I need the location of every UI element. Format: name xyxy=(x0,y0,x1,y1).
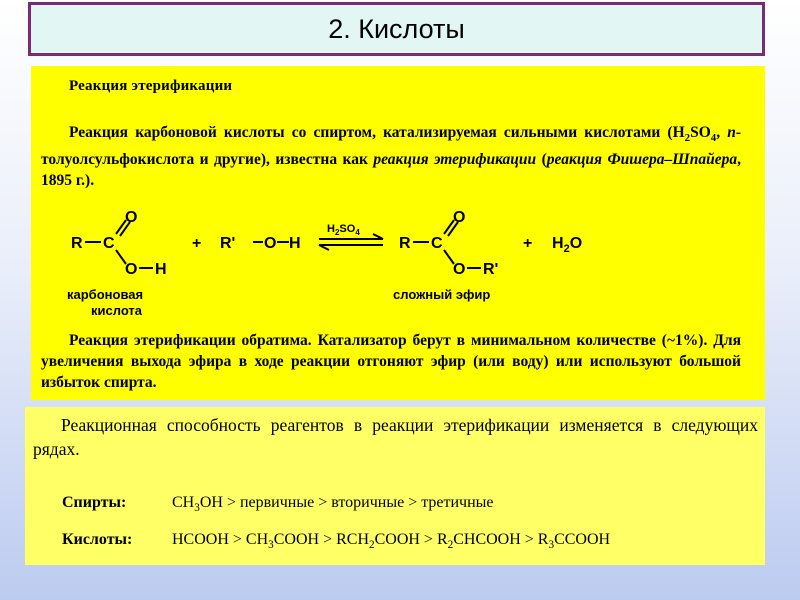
catalyst-label: $H_2SO_4$ xyxy=(327,223,360,237)
acid-oh-o: O xyxy=(125,261,138,278)
acid-label-1: карбоновая xyxy=(67,287,144,302)
italic-run: реакция Фишера–Шпайера xyxy=(546,151,738,169)
subscript: 4 xyxy=(710,132,717,145)
acid-label-2: кислота xyxy=(91,303,143,316)
ester-r: R xyxy=(399,235,411,252)
text-run: SO xyxy=(690,124,711,141)
slide-title-box xyxy=(28,2,765,56)
italic-run: реакция этерификации xyxy=(373,151,537,169)
alcohols-label: Спирты: xyxy=(62,494,127,511)
ester-r2: R' xyxy=(483,261,499,278)
italic-run: n xyxy=(727,124,736,141)
text-run: ( xyxy=(536,151,547,169)
alcohol-r: R' xyxy=(220,235,236,252)
acid-h: H xyxy=(155,261,167,278)
alcohols-series: $CH_3OH$ > первичные > вторичные > третичные xyxy=(172,494,494,515)
alcohol-o: O xyxy=(264,235,277,252)
ester-label: сложный эфир xyxy=(393,287,491,302)
plus-sign: + xyxy=(523,235,533,252)
ester-o: O xyxy=(453,209,466,226)
ester-o2: O xyxy=(453,261,466,278)
text-run: Реакция карбоновой кислоты со спиртом, катализируемая сильными кислотами (H xyxy=(69,124,685,141)
acid-o: O xyxy=(125,209,138,226)
acids-label: Кислоты: xyxy=(62,531,133,548)
acid-c: C xyxy=(103,235,115,252)
definition-paragraph xyxy=(41,122,741,191)
acids-series: HCOOH > $CH_3COOH$ > $RCH_2COOH$ > $R_2CHCOOH$ > $R_3CCOOH$ xyxy=(172,531,611,552)
slide-title: 2. Кислоты xyxy=(328,13,465,44)
acid-r: R xyxy=(71,235,83,252)
reactivity-intro: Реакционная способность реагентов в реакции этерификации изменяется в следующих рядах. xyxy=(33,415,758,459)
reversibility-paragraph: Реакция этерификации обратима. Катализатор берут в минимальном количестве (~1%). Для увеличения выхода эфира в ходе реакции отгоняют эфир (или воду) или используют большой избыток спирта. xyxy=(41,332,741,391)
subscript: 2 xyxy=(684,132,691,145)
plus-sign: + xyxy=(192,235,202,252)
text-run: , xyxy=(716,124,728,141)
text-run: -толуолсульфокислота и другие), известна как xyxy=(41,124,741,169)
esterification-panel xyxy=(31,66,765,400)
section-heading: Реакция этерификации xyxy=(69,78,233,94)
reactivity-panel xyxy=(25,407,765,565)
text-run: , 1895 г.). xyxy=(41,151,742,190)
reaction-scheme xyxy=(31,196,765,316)
ester-c: C xyxy=(431,235,443,252)
water-formula: $H_2O$ xyxy=(552,235,583,255)
alcohol-h: H xyxy=(289,235,301,252)
